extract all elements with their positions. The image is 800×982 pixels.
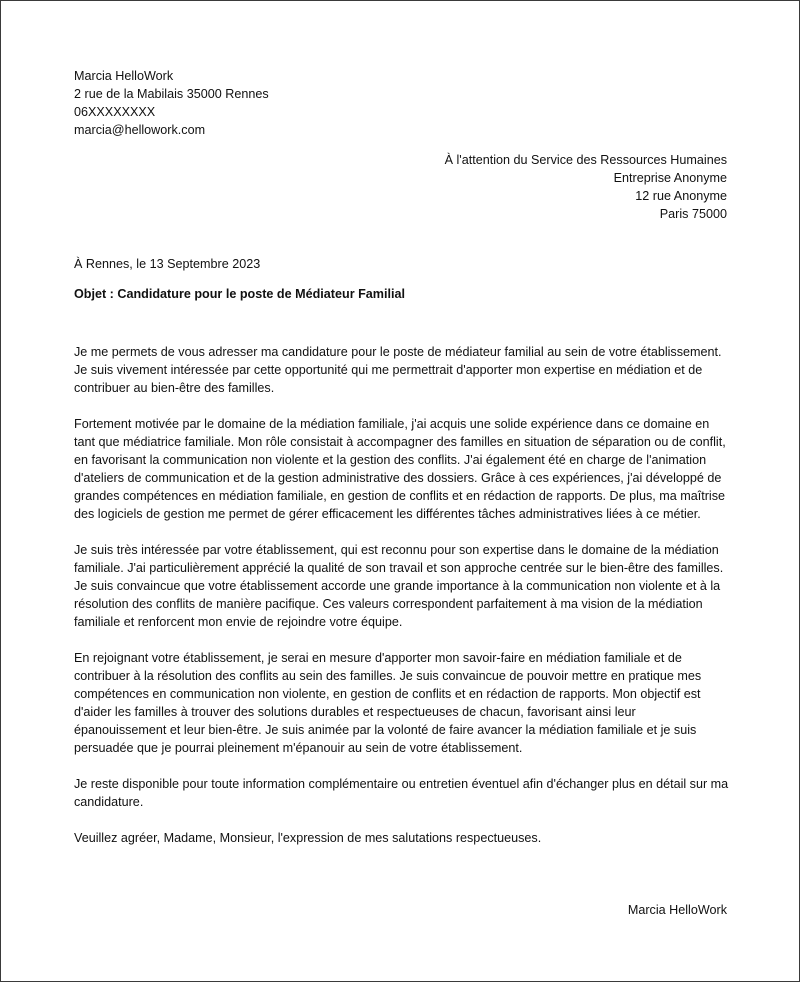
signature: Marcia HelloWork <box>627 903 727 917</box>
closing-paragraph: Veuillez agréer, Madame, Monsieur, l'expression de mes salutations respectueuses. <box>74 831 542 845</box>
recipient-city: Paris 75000 <box>659 207 727 221</box>
paragraph: Fortement motivée par le domaine de la médiation familiale, j'ai acquis une solide expérience dans ce domaine en tant que médiatrice familiale. Mon rôle consistait à accompagner des familles en situation de séparation ou de conflit, en favorisant la communication non violente et la gestion des conflits. J'ai également été en charge de l'animation d'ateliers de communication et de la gestion administrative des dossiers. Grâce à ces expériences, j'ai développé de grandes compétences en médiation familiale, en gestion de conflits et en rédaction de rapports. De plus, ma maîtrise des logiciels de gestion me permet de gérer efficacement les différentes tâches administratives liées à ce métier. <box>74 417 726 521</box>
sender-email: marcia@hellowork.com <box>74 123 206 137</box>
date-line: À Rennes, le 13 Septembre 2023 <box>74 257 261 271</box>
recipient-attention: À l'attention du Service des Ressources Humaines <box>444 153 727 167</box>
paragraph: Je suis très intéressée par votre établissement, qui est reconnu pour son expertise dans le domaine de la médiation familiale. J'ai particulièrement apprécié la qualité de son travail et son approche centrée sur le bien-être des familles. Je suis convaincue que votre établissement accorde une grande importance à la communication non violente et à la résolution des conflits de manière pacifique. Ces valeurs correspondent parfaitement à ma vision de la médiation familiale et renforcent mon envie de rejoindre votre équipe. <box>74 543 724 629</box>
paragraph: Je reste disponible pour toute information complémentaire ou entretien éventuel afin d'échanger plus en détail sur ma candidature. <box>74 777 729 809</box>
paragraph: Je me permets de vous adresser ma candidature pour le poste de médiateur familial au sein de votre établissement. Je suis vivement intéressée par cette opportunité qui me permettrait d'apporter mon expertise en médiation et de contribuer au bien-être des familles. <box>74 345 722 395</box>
paragraph: En rejoignant votre établissement, je serai en mesure d'apporter mon savoir-faire en médiation familiale et de contribuer à la résolution des conflits au sein des familles. Je suis convaincue de pouvoir mettre en pratique mes compétences en communication non violente, en gestion de conflits et en rédaction de rapports. Mon objectif est d'aider les familles à trouver des solutions durables et respectueuses de chacun, favorisant ainsi leur épanouissement et leur bien-être. Je suis animée par la volonté de faire avancer la médiation familiale et je suis persuadée que je pourrai pleinement m'épanouir au sein de votre établissement. <box>74 651 702 755</box>
recipient-block <box>445 151 727 223</box>
sender-phone: 06XXXXXXXX <box>74 105 156 119</box>
recipient-street: 12 rue Anonyme <box>635 189 727 203</box>
letter-body <box>74 343 729 865</box>
sender-name: Marcia HelloWork <box>74 69 174 83</box>
subject-line: Objet : Candidature pour le poste de Médiateur Familial <box>74 287 405 301</box>
sender-address: 2 rue de la Mabilais 35000 Rennes <box>74 87 269 101</box>
recipient-company: Entreprise Anonyme <box>613 171 727 185</box>
sender-block <box>74 67 269 139</box>
